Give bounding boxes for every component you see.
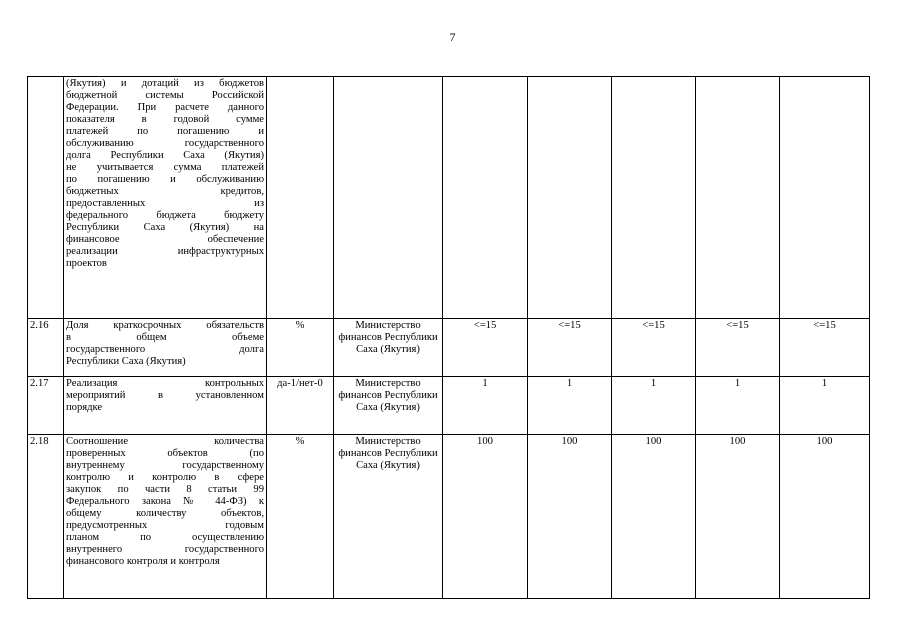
row-value: 100 [443,435,528,599]
description-line: в общем объеме [66,332,264,343]
row-responsible: Министерство финансов Республики Саха (Якутия) [334,319,443,377]
row-number [28,77,64,319]
row-number: 2.18 [28,435,64,599]
row-unit: % [267,319,334,377]
row-responsible: Министерство финансов Республики Саха (Якутия) [334,377,443,435]
row-number: 2.16 [28,319,64,377]
description-line: федерального бюджета бюджету [66,210,264,221]
description-line: бюджетных кредитов, [66,186,264,197]
row-value: 100 [780,435,870,599]
description-line: контролю и контролю в сфере [66,472,264,483]
description-line: Федерации. При расчете данного [66,102,264,113]
description-line: платежей по погашению и [66,126,264,137]
row-value: 1 [528,377,612,435]
description-line: Республики Саха (Якутия) [66,356,186,367]
description-line: не учитывается сумма платежей [66,162,264,173]
description-line: финансовое обеспечение [66,234,264,245]
row-value: 1 [696,377,780,435]
row-value [612,77,696,319]
description-line: показателя в годовой сумме [66,114,264,125]
description-line: финансового контроля и контроля [66,556,220,567]
row-value [780,77,870,319]
description-line: проектов [66,258,107,269]
row-value: 100 [612,435,696,599]
description-line: государственного долга [66,344,264,355]
table-row [28,319,870,377]
row-value: 100 [696,435,780,599]
row-unit: % [267,435,334,599]
row-unit: да-1/нет-0 [267,377,334,435]
description-line: долга Республики Саха (Якутия) [66,150,264,161]
row-value [443,77,528,319]
description-line: Соотношение количества [66,436,264,447]
description-line: Федерального закона № 44-ФЗ) к [66,496,264,507]
description-line: предоставленных из [66,198,264,209]
description-line: закупок по части 8 статьи 99 [66,484,264,495]
description-line: реализации инфраструктурных [66,246,264,257]
description-line: Реализация контрольных [66,378,264,389]
row-value: <=15 [443,319,528,377]
row-description [64,377,267,435]
description-line: планом по осуществлению [66,532,264,543]
description-line: внутреннего государственного [66,544,264,555]
row-description [64,435,267,599]
description-line: предусмотренных годовым [66,520,264,531]
row-value [528,77,612,319]
row-value: <=15 [696,319,780,377]
row-value: <=15 [780,319,870,377]
row-value: <=15 [612,319,696,377]
row-number: 2.17 [28,377,64,435]
description-line: проверенных объектов (по [66,448,264,459]
description-line: бюджетной системы Российской [66,90,264,101]
row-value [696,77,780,319]
row-value: 1 [612,377,696,435]
indicators-table [27,76,870,599]
description-line: Республики Саха (Якутия) на [66,222,264,233]
description-line: внутреннему государственному [66,460,264,471]
row-responsible: Министерство финансов Республики Саха (Якутия) [334,435,443,599]
description-line: Доля краткосрочных обязательств [66,320,264,331]
row-value: <=15 [528,319,612,377]
table-row [28,377,870,435]
row-description [64,319,267,377]
row-value: 1 [443,377,528,435]
description-line: общему количеству объектов, [66,508,264,519]
description-line: порядке [66,402,103,413]
row-value: 100 [528,435,612,599]
row-value: 1 [780,377,870,435]
description-line: по погашению и обслуживанию [66,174,264,185]
table-row-continuation [28,77,870,319]
row-description [64,77,267,319]
table-row [28,435,870,599]
description-line: (Якутия) и дотаций из бюджетов [66,78,264,89]
description-line: обслуживанию государственного [66,138,264,149]
description-line: мероприятий в установленном [66,390,264,401]
row-responsible [334,77,443,319]
page-number: 7 [449,30,456,44]
row-unit [267,77,334,319]
